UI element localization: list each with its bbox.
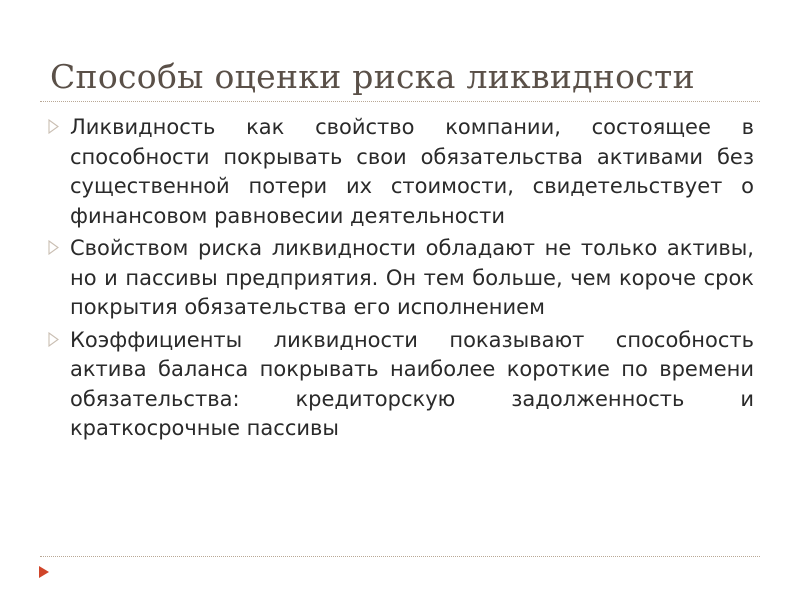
bullet-text: Коэффициенты ликвидности показывают способность актива баланса покрывать наиболее короткие по времени обязательства: кредиторскую задолженность и краткосрочные пассивы	[70, 327, 754, 440]
slide-title: Способы оценки риска ликвидности	[50, 57, 695, 96]
bullet-marker-icon	[48, 119, 59, 134]
footer-divider	[40, 556, 760, 557]
next-arrow-icon[interactable]	[38, 565, 50, 579]
bullet-marker-icon	[48, 332, 59, 347]
bullet-text: Ликвидность как свойство компании, состоящее в способности покрывать свои обязательства активами без существенной потери их стоимости, свидетельствует о финансовом равновесии деятельности	[70, 115, 754, 228]
bullet-list	[48, 113, 754, 447]
bullet-text: Свойством риска ликвидности обладают не только активы, но и пассивы предприятия. Он тем больше, чем короче срок покрытия обязательства его исполнением	[70, 236, 754, 319]
bullet-marker-icon	[48, 240, 59, 255]
bullet-item	[48, 113, 754, 231]
title-divider	[40, 101, 760, 102]
bullet-item	[48, 234, 754, 323]
bullet-item	[48, 326, 754, 444]
